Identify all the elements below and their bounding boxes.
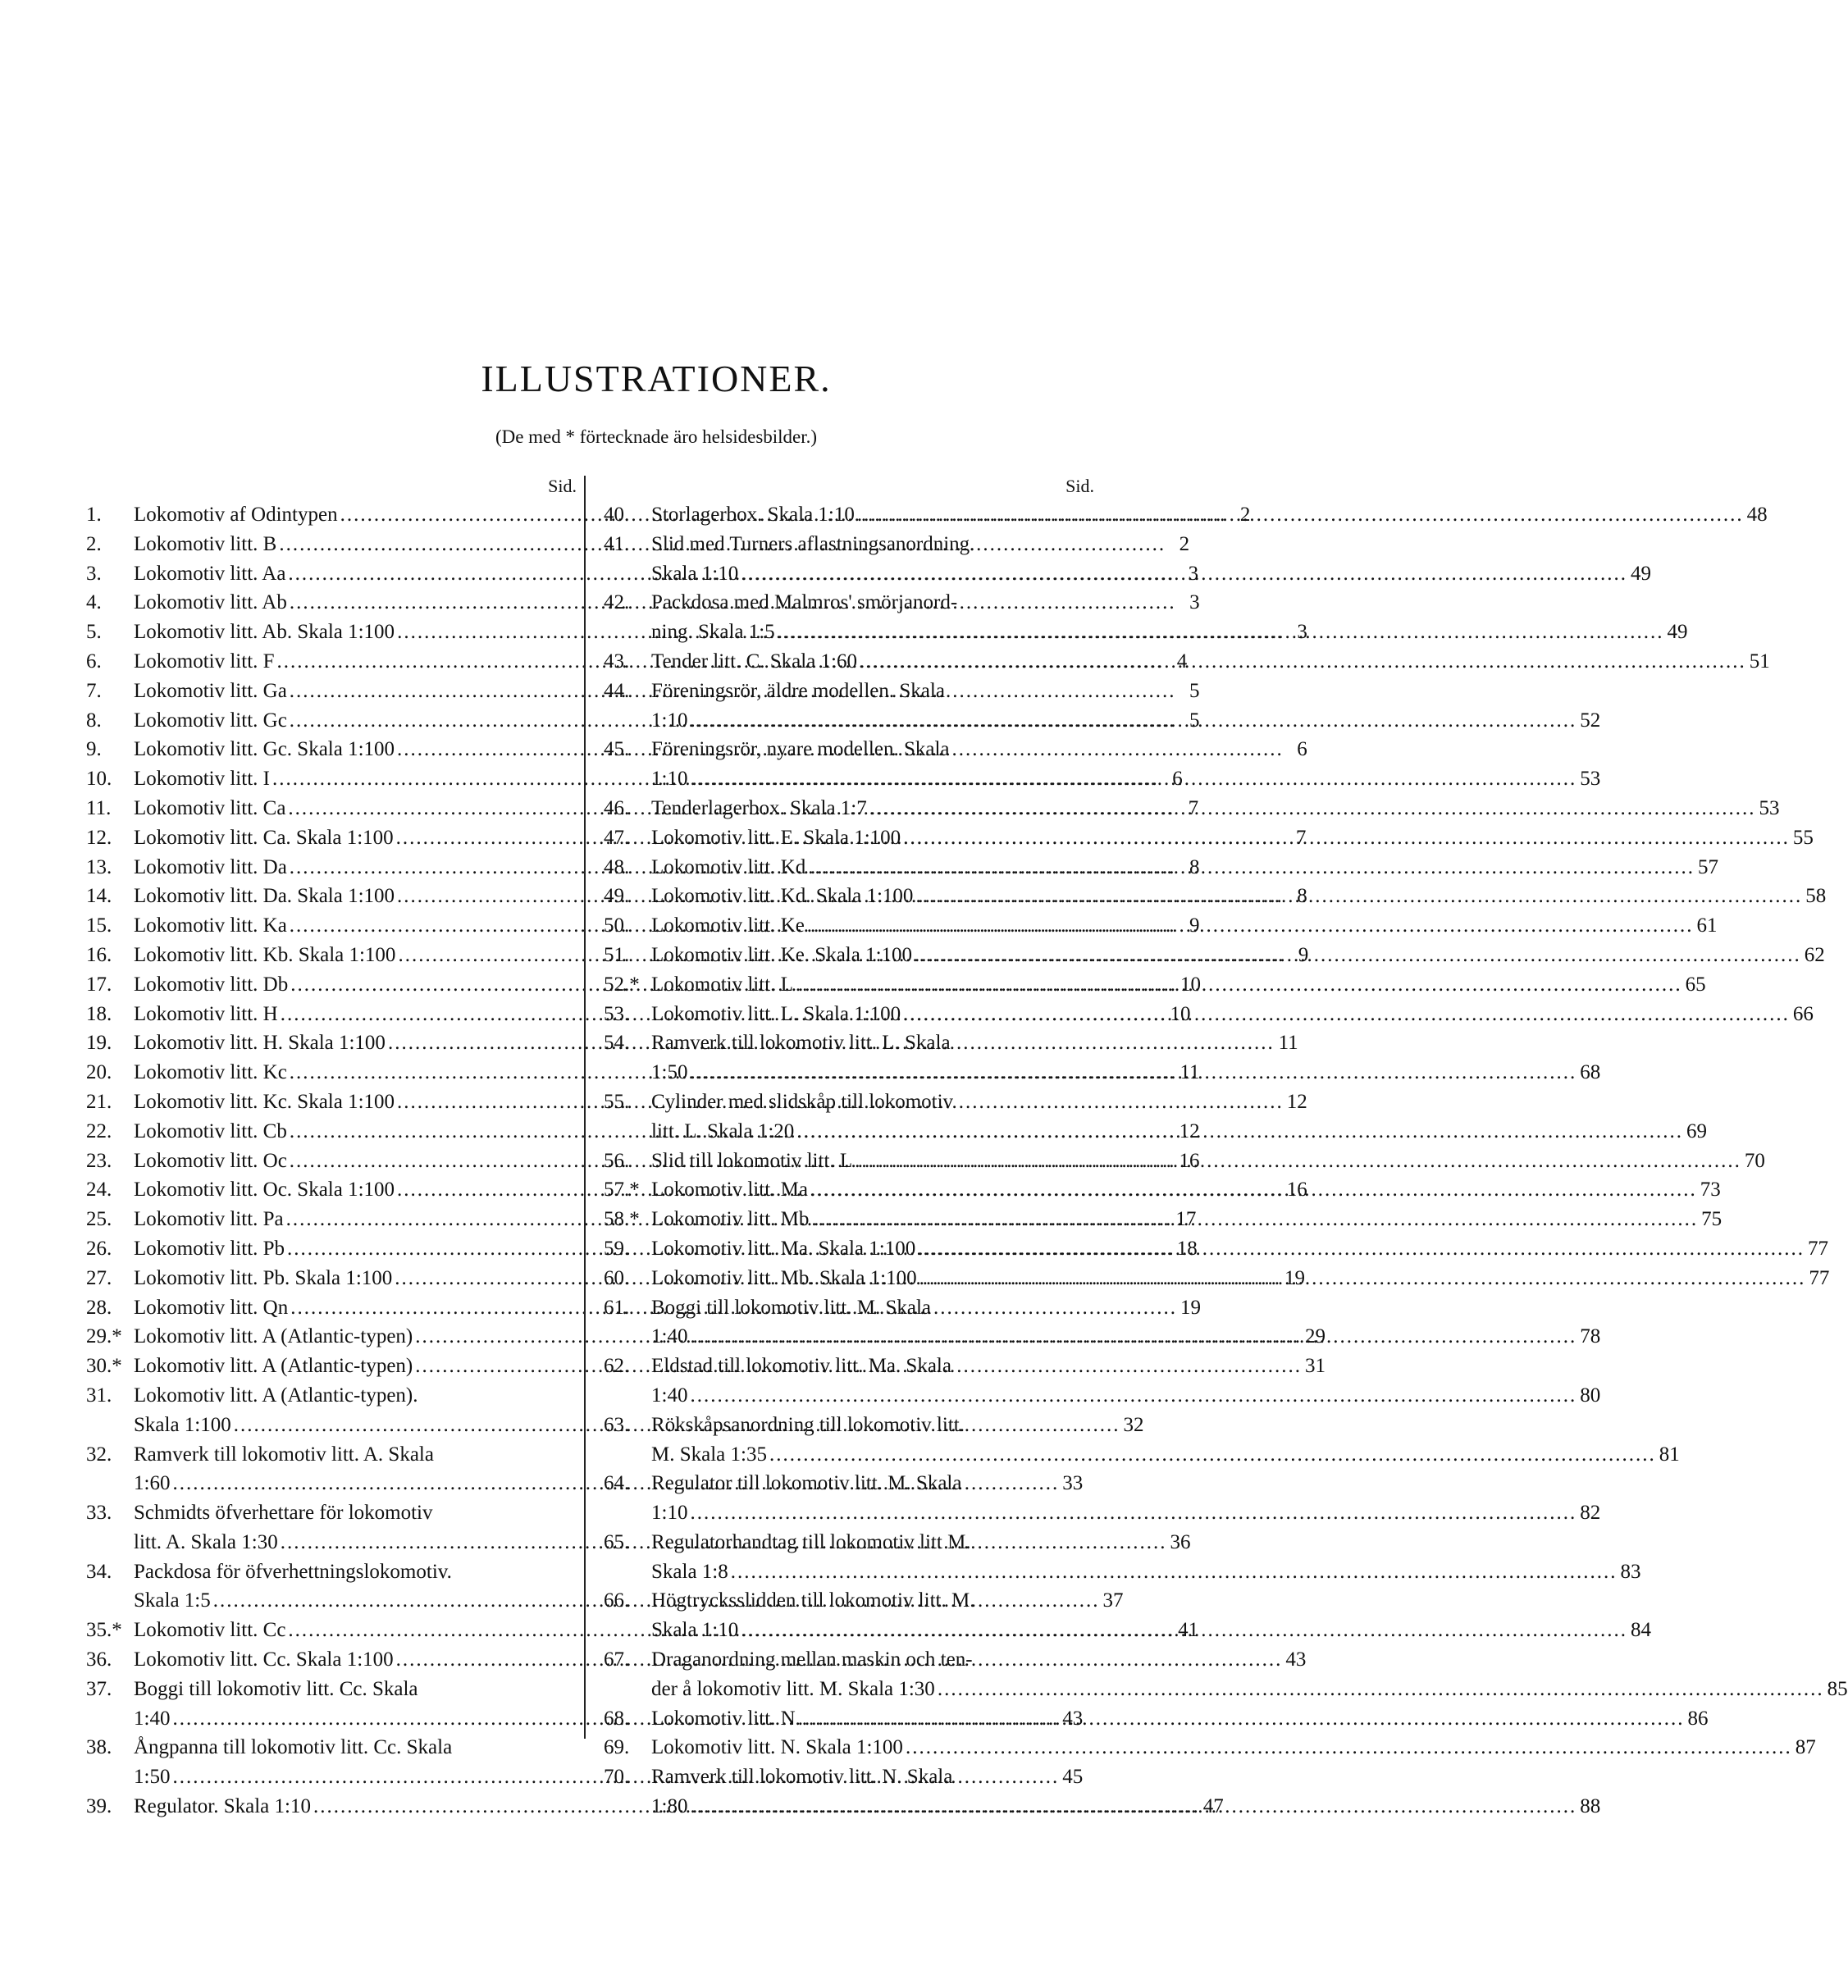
- list-item: [604, 1704, 1709, 1734]
- page-number: 51: [1749, 650, 1770, 673]
- entry-number: 4.: [86, 591, 102, 614]
- dot-leader: [915, 941, 1801, 970]
- entry-number: 24.: [86, 1179, 112, 1201]
- dot-leader: [769, 1440, 1656, 1470]
- entry-number: 63.: [604, 1413, 630, 1436]
- entry-number: 14.: [86, 885, 112, 908]
- page-number: 83: [1620, 1560, 1641, 1583]
- entry-number: 43.: [604, 650, 630, 673]
- entry-text: Lokomotiv litt. Ab. Skala 1:100: [134, 621, 395, 644]
- entry-text: Lokomotiv litt. Oc. Skala 1:100: [134, 1179, 395, 1201]
- dot-leader: [906, 1733, 1792, 1762]
- entry-text: Storlagerbox. Skala 1:10: [651, 504, 855, 526]
- entry-number: 20.: [86, 1061, 112, 1084]
- entry-number: 3.: [86, 562, 102, 585]
- dot-leader: [807, 911, 1694, 941]
- entry-text: Lokomotiv litt. Kd. Skala 1:100: [651, 885, 914, 908]
- entry-text: Lokomotiv litt. Ka: [134, 914, 287, 937]
- list-item: [604, 1469, 1601, 1528]
- entry-number: 26.: [86, 1237, 112, 1260]
- entry-text: Boggi till lokomotiv litt. M. Skala: [651, 1296, 931, 1319]
- page-number: 11: [1180, 1061, 1200, 1084]
- list-item: [604, 1087, 1708, 1147]
- dot-leader: [690, 764, 1577, 794]
- entry-text: Lokomotiv af Odintypen: [134, 504, 338, 526]
- entry-text: Lokomotiv litt. Db: [134, 973, 289, 996]
- page-number: 11: [1278, 1032, 1298, 1055]
- dot-leader: [869, 794, 1756, 823]
- dot-leader: [903, 1000, 1790, 1029]
- list-item: [604, 882, 1827, 911]
- entry-text: Schmidts öfverhettare för lokomotiv: [134, 1502, 433, 1525]
- entry-number: 39.: [86, 1795, 112, 1818]
- dot-leader: [811, 1205, 1698, 1234]
- entry-text: M. Skala 1:35: [651, 1443, 767, 1466]
- dot-leader: [810, 1175, 1697, 1205]
- dot-leader: [796, 970, 1682, 1000]
- page-number: 12: [1286, 1090, 1307, 1113]
- entry-number: 62.: [604, 1355, 630, 1378]
- entry-text: Lokomotiv litt. Pb. Skala 1:100: [134, 1266, 393, 1289]
- page-number: 43: [1285, 1648, 1307, 1671]
- entry-text: 1:50: [134, 1766, 171, 1789]
- entry-text: Lokomotiv litt. Ke: [651, 914, 805, 937]
- page-number: 5: [1189, 709, 1200, 732]
- page-number: 43: [1062, 1707, 1084, 1730]
- entry-text: Ramverk till lokomotiv litt. N. Skala: [651, 1766, 953, 1789]
- page-number: 88: [1580, 1795, 1601, 1818]
- entry-text: Lokomotiv litt. Ma: [651, 1179, 808, 1201]
- entry-number: 37.: [86, 1677, 112, 1700]
- entry-text: Lokomotiv litt. Cb: [134, 1119, 287, 1142]
- list-item: [604, 823, 1814, 853]
- entry-text: Lokomotiv litt. Da. Skala 1:100: [134, 885, 395, 908]
- entry-text: Lokomotiv litt. Ca. Skala 1:100: [134, 826, 394, 849]
- page-number: 8: [1189, 855, 1200, 878]
- page-number: 19: [1284, 1266, 1306, 1289]
- page-number: 68: [1580, 1061, 1601, 1084]
- page-number: 52: [1580, 709, 1601, 732]
- entry-text: Lokomotiv litt. Ma. Skala 1:100: [651, 1237, 916, 1260]
- entry-number: 36.: [86, 1648, 112, 1671]
- list-item: [604, 677, 1601, 736]
- page-number: 2: [1179, 532, 1190, 555]
- entry-number: 32.: [86, 1443, 112, 1466]
- page-column-header: Sid.: [1065, 476, 1094, 496]
- page-number: 18: [1176, 1237, 1198, 1260]
- entry-text: litt. L. Skala 1:20: [651, 1119, 795, 1142]
- list-item: [604, 1733, 1816, 1762]
- entry-text: Lokomotiv litt. Da: [134, 855, 287, 878]
- page-column-header: Sid.: [548, 476, 577, 496]
- page-number: 69: [1686, 1119, 1708, 1142]
- entry-text: litt. A. Skala 1:30: [134, 1530, 278, 1553]
- entry-number: 59.: [604, 1237, 630, 1260]
- page-number: 57: [1697, 855, 1718, 878]
- entry-text: Lokomotiv litt. A (Atlantic-typen).: [134, 1384, 418, 1407]
- entry-number: 66.: [604, 1589, 630, 1612]
- entry-number: 45.: [604, 738, 630, 761]
- entry-text: Föreningsrör, äldre modellen. Skala: [651, 679, 945, 702]
- entry-text: Skala 1:5: [134, 1589, 211, 1612]
- page-number: 29: [1304, 1325, 1326, 1348]
- entry-text: Lokomotiv litt. Gc: [134, 709, 287, 732]
- dot-leader: [690, 1322, 1577, 1352]
- entry-text: Ångpanna till lokomotiv litt. Cc. Skala: [134, 1736, 453, 1759]
- entry-number: 41.: [604, 532, 630, 555]
- dot-leader: [857, 500, 1744, 530]
- page-number: 48: [1746, 504, 1768, 526]
- entry-text: Lokomotiv litt. Kb. Skala 1:100: [134, 943, 396, 966]
- page-number: 84: [1631, 1619, 1651, 1642]
- dot-leader: [860, 647, 1746, 677]
- entry-text: Eldstad till lokomotiv litt. Ma. Skala: [651, 1355, 951, 1378]
- entry-number: 1.: [86, 504, 102, 526]
- page-number: 61: [1696, 914, 1718, 937]
- entry-number: 51.: [604, 943, 630, 966]
- entry-number: 58.*: [604, 1208, 640, 1231]
- entry-text: Slid till lokomotiv litt. L: [651, 1149, 853, 1172]
- entry-text: 1:50: [651, 1061, 688, 1084]
- entry-number: 67.: [604, 1648, 630, 1671]
- dot-leader: [915, 882, 1802, 911]
- entry-number: 49.: [604, 885, 630, 908]
- page-number: 4: [1176, 650, 1188, 673]
- column-divider: [584, 476, 586, 1739]
- entry-text: Lokomotiv litt. Mb: [651, 1208, 810, 1231]
- page-number: 80: [1580, 1384, 1601, 1407]
- page-number: 6: [1172, 768, 1183, 791]
- page-number: 49: [1631, 562, 1651, 585]
- page-number: 87: [1795, 1736, 1816, 1759]
- entry-number: 5.: [86, 621, 102, 644]
- page-number: 75: [1701, 1208, 1723, 1231]
- entry-text: Packdosa för öfverhettningslokomotiv.: [134, 1560, 452, 1583]
- page-number: 31: [1304, 1355, 1326, 1378]
- entry-text: Ramverk till lokomotiv litt. L. Skala: [651, 1032, 951, 1055]
- entry-text: der å lokomotiv litt. M. Skala 1:30: [651, 1677, 935, 1700]
- entry-number: 64.: [604, 1472, 630, 1495]
- list-item: [604, 588, 1688, 647]
- page-number: 12: [1179, 1119, 1200, 1142]
- entry-number: 53.: [604, 1002, 630, 1025]
- page-number: 3: [1297, 621, 1307, 644]
- entry-text: Lokomotiv litt. N: [651, 1707, 796, 1730]
- page-number: 45: [1062, 1766, 1084, 1789]
- entry-text: Packdosa med Malmros' smörjanord-: [651, 591, 958, 614]
- entry-number: 57.*: [604, 1179, 640, 1201]
- entry-text: Regulator. Skala 1:10: [134, 1795, 311, 1818]
- page-number: 70: [1744, 1149, 1765, 1172]
- entry-number: 2.: [86, 532, 102, 555]
- entry-text: Lokomotiv litt. Kd: [651, 855, 806, 878]
- entry-text: Lokomotiv litt. Ca: [134, 796, 286, 819]
- list-item: [604, 794, 1780, 823]
- page-number: 82: [1580, 1502, 1601, 1525]
- entry-text: Lokomotiv litt. L: [651, 973, 793, 996]
- entry-number: 56.: [604, 1149, 630, 1172]
- page-number: 10: [1170, 1002, 1191, 1025]
- entry-number: 34.: [86, 1560, 112, 1583]
- entry-number: 60.: [604, 1266, 630, 1289]
- entry-number: 23.: [86, 1149, 112, 1172]
- entry-text: ning. Skala 1:5: [651, 621, 775, 644]
- dot-leader: [918, 1234, 1805, 1264]
- dot-leader: [938, 1675, 1824, 1704]
- entry-number: 29.*: [86, 1325, 122, 1348]
- entry-number: 7.: [86, 679, 102, 702]
- entry-text: Rökskåpsanordning till lokomotiv litt.: [651, 1413, 965, 1436]
- dot-leader: [690, 1792, 1577, 1822]
- entry-number: 13.: [86, 855, 112, 878]
- page-number: 19: [1180, 1296, 1201, 1319]
- dot-leader: [855, 1147, 1741, 1176]
- entry-text: Lokomotiv litt. Pb: [134, 1237, 285, 1260]
- page-number: 86: [1687, 1707, 1709, 1730]
- entry-text: Lokomotiv litt. Kc. Skala 1:100: [134, 1090, 395, 1113]
- entry-text: Tender litt. C. Skala 1:60: [651, 650, 857, 673]
- entry-number: 52.*: [604, 973, 640, 996]
- dot-leader: [690, 1498, 1577, 1528]
- entry-text: 1:40: [134, 1707, 171, 1730]
- page-subtitle: (De med * förtecknade äro helsidesbilder.): [495, 426, 818, 447]
- page-number: 49: [1667, 621, 1688, 644]
- page-number: 58: [1805, 885, 1827, 908]
- entry-text: Lokomotiv litt. Kc: [134, 1061, 287, 1084]
- entry-number: 55.: [604, 1090, 630, 1113]
- page-number: 85: [1827, 1677, 1848, 1700]
- entry-text: Lokomotiv litt. Aa: [134, 562, 286, 585]
- entry-number: 38.: [86, 1736, 112, 1759]
- page-number: 2: [1239, 504, 1251, 526]
- entry-text: Lokomotiv litt. Ab: [134, 591, 287, 614]
- list-item: [604, 853, 1718, 882]
- entry-number: 12.: [86, 826, 112, 849]
- entry-text: Lokomotiv litt. Oc: [134, 1149, 287, 1172]
- entry-number: 33.: [86, 1502, 112, 1525]
- list-item: [604, 647, 1770, 677]
- page-number: 77: [1809, 1266, 1830, 1289]
- page-number: 9: [1189, 914, 1200, 937]
- page-number: 16: [1286, 1179, 1307, 1201]
- entry-number: 27.: [86, 1266, 112, 1289]
- page-number: 47: [1202, 1795, 1224, 1818]
- entry-text: Lokomotiv litt. Qn: [134, 1296, 289, 1319]
- page-number: 78: [1580, 1325, 1601, 1348]
- entry-number: 6.: [86, 650, 102, 673]
- dot-leader: [690, 706, 1577, 736]
- entry-text: 1:10: [651, 1502, 688, 1525]
- page-number: 41: [1178, 1619, 1199, 1642]
- entry-number: 48.: [604, 855, 630, 878]
- entry-number: 28.: [86, 1296, 112, 1319]
- entry-text: Lokomotiv litt. B: [134, 532, 277, 555]
- page-number: 77: [1807, 1237, 1828, 1260]
- dot-leader: [919, 1264, 1806, 1293]
- entry-text: Lokomotiv litt. Ke. Skala 1:100: [651, 943, 913, 966]
- page-number: 7: [1188, 796, 1199, 819]
- entry-number: 17.: [86, 973, 112, 996]
- entry-number: 16.: [86, 943, 112, 966]
- page-number: 55: [1792, 826, 1814, 849]
- entry-text: 1:60: [134, 1472, 171, 1495]
- entry-text: Lokomotiv litt. Gc. Skala 1:100: [134, 738, 395, 761]
- entry-number: 42.: [604, 591, 630, 614]
- entry-text: Draganordning mellan maskin och ten-: [651, 1648, 973, 1671]
- page-number: 66: [1792, 1002, 1814, 1025]
- entry-number: 46.: [604, 796, 630, 819]
- dot-leader: [741, 1616, 1627, 1645]
- dot-leader: [731, 1557, 1618, 1587]
- entry-number: 19.: [86, 1032, 112, 1055]
- page-number: 16: [1179, 1149, 1200, 1172]
- entry-text: Högtrycksslidden till lokomotiv litt. M.: [651, 1589, 975, 1612]
- list-item: [604, 911, 1718, 941]
- page-number: 5: [1189, 679, 1200, 702]
- entry-text: Boggi till lokomotiv litt. Cc. Skala: [134, 1677, 418, 1700]
- entry-text: 1:10: [651, 709, 688, 732]
- entry-text: Slid med Turners aflastningsanordning.: [651, 532, 975, 555]
- entry-text: Lokomotiv litt. H: [134, 1002, 278, 1025]
- page-number: 7: [1295, 826, 1307, 849]
- page-number: 6: [1297, 738, 1307, 761]
- entry-number: 15.: [86, 914, 112, 937]
- entry-text: Lokomotiv litt. E. Skala 1:100: [651, 826, 901, 849]
- entry-text: Skala 1:100: [134, 1413, 231, 1436]
- entry-number: 54.: [604, 1032, 630, 1055]
- dot-leader: [808, 853, 1695, 882]
- entry-number: 61.: [604, 1296, 630, 1319]
- page-number: 33: [1062, 1472, 1084, 1495]
- entry-text: Skala 1:10: [651, 562, 739, 585]
- dot-leader: [690, 1058, 1577, 1087]
- page-number: 81: [1659, 1443, 1680, 1466]
- entry-text: Tenderlagerbox. Skala 1:7: [651, 796, 867, 819]
- entry-number: 22.: [86, 1119, 112, 1142]
- entry-text: Lokomotiv litt. L. Skala 1:100: [651, 1002, 901, 1025]
- entry-number: 44.: [604, 679, 630, 702]
- page-number: 53: [1759, 796, 1780, 819]
- entry-text: Regulatorhandtag till lokomotiv litt M.: [651, 1530, 971, 1553]
- page-number: 17: [1175, 1208, 1197, 1231]
- entry-text: Lokomotiv litt. I: [134, 768, 270, 791]
- page-number: 8: [1297, 885, 1307, 908]
- dot-leader: [741, 559, 1627, 589]
- entry-number: 35.*: [86, 1619, 122, 1642]
- entry-number: 18.: [86, 1002, 112, 1025]
- entry-number: 69.: [604, 1736, 630, 1759]
- entry-text: Lokomotiv litt. A (Atlantic-typen): [134, 1325, 413, 1348]
- entry-text: 1:40: [651, 1325, 688, 1348]
- entry-text: Lokomotiv litt. Mb. Skala 1:100: [651, 1266, 917, 1289]
- entry-number: 11.: [86, 796, 112, 819]
- entry-number: 21.: [86, 1090, 112, 1113]
- entry-number: 10.: [86, 768, 112, 791]
- dot-leader: [903, 823, 1790, 853]
- entry-number: 68.: [604, 1707, 630, 1730]
- page-title: ILLUSTRATIONER.: [481, 358, 832, 399]
- entry-text: Lokomotiv litt. Cc: [134, 1619, 286, 1642]
- list-item: [604, 530, 1651, 589]
- page-number: 10: [1180, 973, 1201, 996]
- entry-number: 50.: [604, 914, 630, 937]
- list-item: [604, 735, 1601, 794]
- entry-text: 1:40: [651, 1384, 688, 1407]
- entry-number: 31.: [86, 1384, 112, 1407]
- entry-text: Lokomotiv litt. H. Skala 1:100: [134, 1032, 386, 1055]
- page-number: 3: [1188, 562, 1199, 585]
- entry-text: Lokomotiv litt. A (Atlantic-typen): [134, 1355, 413, 1378]
- entry-number: 9.: [86, 738, 102, 761]
- entry-text: 1:80: [651, 1795, 688, 1818]
- entry-number: 65.: [604, 1530, 630, 1553]
- entry-number: 8.: [86, 709, 102, 732]
- entry-text: Lokomotiv litt. N. Skala 1:100: [651, 1736, 903, 1759]
- entry-text: Ramverk till lokomotiv litt. A. Skala: [134, 1443, 434, 1466]
- page-number: 53: [1580, 768, 1601, 791]
- dot-leader: [778, 618, 1664, 647]
- page-number: 9: [1298, 943, 1309, 966]
- page-number: 37: [1102, 1589, 1124, 1612]
- entry-text: Skala 1:10: [651, 1619, 739, 1642]
- entry-text: Lokomotiv litt. Ga: [134, 679, 287, 702]
- entry-text: Lokomotiv litt. Cc. Skala 1:100: [134, 1648, 394, 1671]
- list-item: [604, 1000, 1814, 1029]
- entry-number: 70.: [604, 1766, 630, 1789]
- page-number: 65: [1685, 973, 1706, 996]
- page-number: 32: [1123, 1413, 1144, 1436]
- entry-text: 1:10: [651, 768, 688, 791]
- entry-text: Cylinder med slidskåp till lokomotiv: [651, 1090, 954, 1113]
- dot-leader: [796, 1117, 1683, 1147]
- entry-number: 30.*: [86, 1355, 122, 1378]
- entry-text: Lokomotiv litt. F: [134, 650, 275, 673]
- entry-number: 40.: [604, 504, 630, 526]
- entry-text: Lokomotiv litt. Pa: [134, 1208, 284, 1231]
- entry-text: Föreningsrör, nyare modellen. Skala: [651, 738, 950, 761]
- page-number: 3: [1189, 591, 1200, 614]
- dot-leader: [798, 1704, 1685, 1734]
- entry-text: Skala 1:8: [651, 1560, 728, 1583]
- list-item: [604, 500, 1768, 530]
- entry-text: Regulator till lokomotiv litt. M. Skala: [651, 1472, 962, 1495]
- entry-number: 25.: [86, 1208, 112, 1231]
- page-number: 73: [1700, 1179, 1721, 1201]
- page-number: 62: [1804, 943, 1825, 966]
- dot-leader: [690, 1381, 1577, 1411]
- page-number: 36: [1170, 1530, 1191, 1553]
- list-item: [604, 941, 1825, 970]
- entry-number: 47.: [604, 826, 630, 849]
